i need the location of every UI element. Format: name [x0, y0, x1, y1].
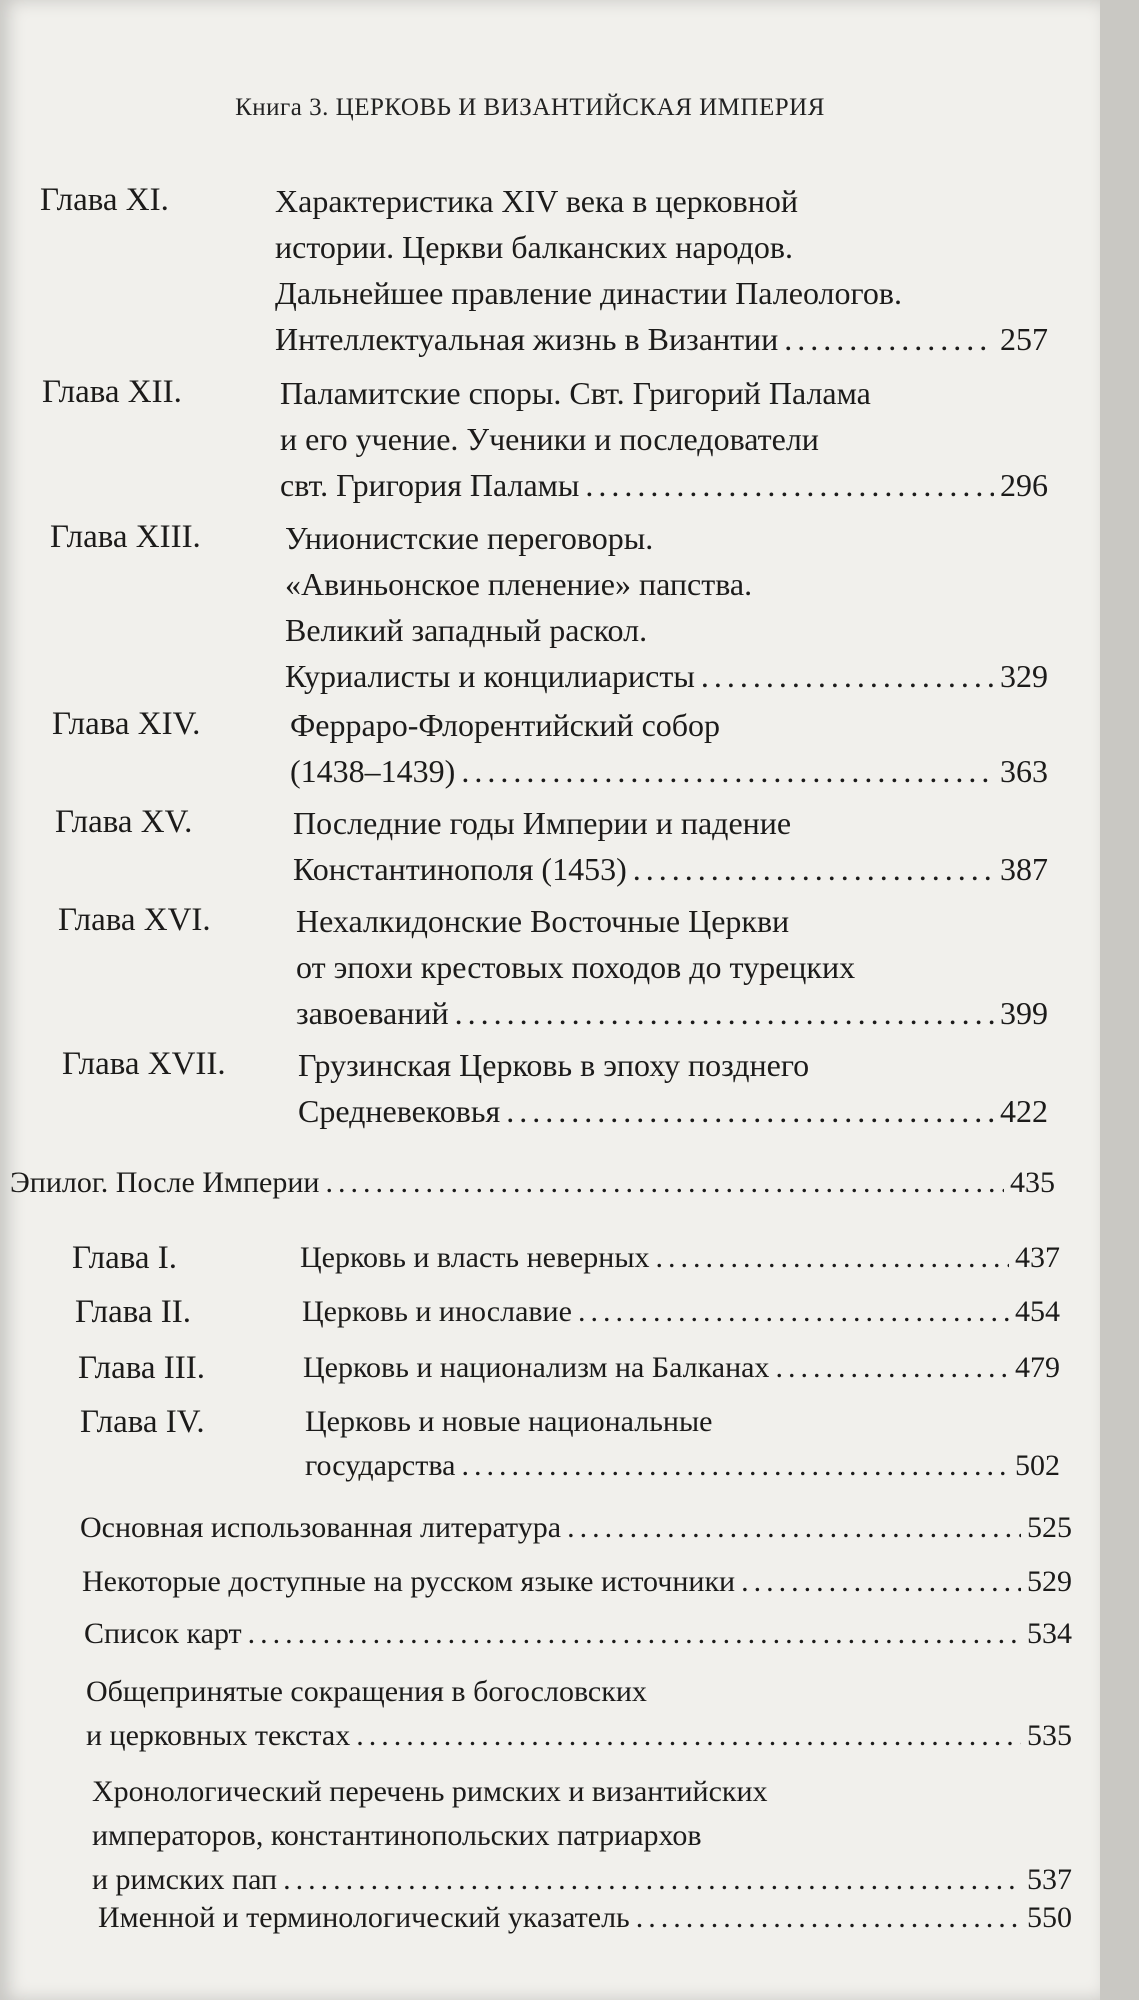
title-line: Нехалкидонские Восточные Церкви: [296, 903, 790, 939]
page-number: 550: [1027, 1901, 1072, 1934]
title-line: от эпохи крестовых походов до турецких: [296, 949, 856, 985]
title-line: Некоторые доступные на русском языке источники: [82, 1565, 736, 1598]
page-number: 525: [1027, 1511, 1072, 1544]
dot-leader: [655, 1236, 1009, 1280]
page-number: 422: [1000, 1093, 1048, 1129]
entry-title: [296, 898, 1048, 1036]
chapter-label: Глава XI.: [40, 182, 169, 218]
title-line: завоеваний: [296, 995, 449, 1031]
dot-leader: [784, 316, 994, 362]
title-last-line: [298, 1088, 1048, 1134]
entry-title: [86, 1670, 1072, 1758]
title-line: и церковных текстах: [86, 1719, 351, 1752]
chapter-label: Глава XIV.: [52, 706, 201, 742]
title-last-line: [303, 1346, 1060, 1390]
chapter-label: Глава I.: [72, 1240, 177, 1276]
page-number: 399: [1000, 995, 1048, 1031]
title-last-line: [84, 1612, 1072, 1656]
page-number: 363: [1000, 753, 1048, 789]
page-number: 257: [1000, 321, 1048, 357]
chapter-label: Глава III.: [78, 1350, 205, 1386]
title-last-line: [86, 1714, 1072, 1758]
entry-title: [290, 702, 1048, 794]
title-last-line: [80, 1506, 1072, 1550]
chapter-label: Глава XVII.: [62, 1046, 226, 1082]
title-line: Последние годы Империи и падение: [293, 805, 792, 841]
dot-leader: [356, 1714, 1021, 1758]
title-line: Церковь и национализм на Балканах: [303, 1351, 770, 1384]
title-line: Средневековья: [298, 1093, 501, 1129]
dot-leader: [633, 846, 994, 892]
title-last-line: [300, 1236, 1060, 1280]
title-last-line: [82, 1560, 1072, 1604]
title-line: Церковь и новые национальные: [305, 1405, 713, 1438]
page-number: 534: [1027, 1617, 1072, 1650]
entry-title: [280, 370, 1048, 508]
title-last-line: [98, 1896, 1072, 1940]
dot-leader: [461, 1444, 1009, 1488]
dot-leader: [585, 462, 994, 508]
entry-title: [285, 515, 1048, 699]
page-number: 535: [1027, 1719, 1072, 1752]
dot-leader: [567, 1506, 1021, 1550]
page-number: 479: [1015, 1351, 1060, 1384]
title-line: и его учение. Ученики и последователи: [280, 421, 819, 457]
title-line: Дальнейшее правление династии Палеологов.: [275, 275, 902, 311]
dot-leader: [506, 1088, 994, 1134]
title-last-line: [305, 1444, 1060, 1488]
page-number: 435: [1010, 1166, 1055, 1199]
page-number: 329: [1000, 658, 1048, 694]
entry-title: [298, 1042, 1048, 1134]
entry-title: [82, 1560, 1072, 1604]
entry-title: [305, 1400, 1060, 1488]
chapter-label: Глава XV.: [55, 804, 193, 840]
dot-leader: [636, 1896, 1021, 1940]
page-number: 387: [1000, 851, 1048, 887]
title-last-line: [280, 462, 1048, 508]
title-line: государства: [305, 1449, 456, 1482]
chapter-label: Глава XIII.: [50, 519, 201, 555]
entry-title: [84, 1612, 1072, 1656]
entry-title: [92, 1770, 1072, 1902]
dot-leader: [775, 1346, 1009, 1390]
title-line: Грузинская Церковь в эпоху позднего: [298, 1047, 810, 1083]
page-number: 454: [1015, 1295, 1060, 1328]
entry-title: [98, 1896, 1072, 1940]
title-line: (1438–1439): [290, 753, 456, 789]
title-line: Паламитские споры. Свт. Григорий Палама: [280, 375, 871, 411]
title-line: императоров, константинопольских патриархов: [92, 1819, 702, 1852]
title-line: Константинополя (1453): [293, 851, 627, 887]
entry-title: [300, 1236, 1060, 1280]
title-line: Церковь и инославие: [302, 1295, 572, 1328]
dot-leader: [741, 1560, 1021, 1604]
title-line: Именной и терминологический указатель: [98, 1901, 630, 1934]
entry-title: [275, 178, 1048, 362]
epilogue-title: Эпилог. После Империи: [10, 1166, 320, 1199]
dot-leader: [578, 1290, 1009, 1334]
title-line: Великий западный раскол.: [285, 612, 648, 648]
page-number: 537: [1027, 1863, 1072, 1896]
title-last-line: [293, 846, 1048, 892]
title-line: Хронологический перечень римских и византийских: [92, 1775, 768, 1808]
title-line: свт. Григория Паламы: [280, 467, 580, 503]
dot-leader: [701, 653, 994, 699]
title-last-line: [302, 1290, 1060, 1334]
title-line: Ферраро-Флорентийский собор: [290, 707, 721, 743]
page-edge: [1100, 0, 1139, 2000]
title-line: Церковь и власть неверных: [300, 1241, 650, 1274]
entry-title: [293, 800, 1048, 892]
running-head: Книга 3. ЦЕРКОВЬ И ВИЗАНТИЙСКАЯ ИМПЕРИЯ: [235, 94, 825, 121]
title-line: Основная использованная литература: [80, 1511, 562, 1544]
page-number: 437: [1015, 1241, 1060, 1274]
epilogue-title-line: [10, 1162, 1055, 1204]
dot-leader: [248, 1612, 1021, 1656]
title-last-line: [285, 653, 1048, 699]
dot-leader: [325, 1162, 1004, 1204]
entry-title: [303, 1346, 1060, 1390]
title-last-line: [290, 748, 1048, 794]
page-number: 296: [1000, 467, 1048, 503]
title-line: Список карт: [84, 1617, 242, 1650]
title-line: Характеристика XIV века в церковной: [275, 183, 798, 219]
title-line: и римских пап: [92, 1863, 278, 1896]
title-line: истории. Церкви балканских народов.: [275, 229, 794, 265]
title-line: Общепринятые сокращения в богословских: [86, 1675, 647, 1708]
title-last-line: [296, 990, 1048, 1036]
page-number: 502: [1015, 1449, 1060, 1482]
dot-leader: [461, 748, 994, 794]
title-line: Унионистские переговоры.: [285, 520, 654, 556]
title-line: «Авиньонское пленение» папства.: [285, 566, 753, 602]
title-last-line: [275, 316, 1048, 362]
title-line: Куриалисты и концилиаристы: [285, 658, 695, 694]
chapter-label: Глава XVI.: [58, 902, 211, 938]
title-line: Интеллектуальная жизнь в Византии: [275, 321, 779, 357]
dot-leader: [455, 990, 994, 1036]
chapter-label: Глава II.: [75, 1294, 191, 1330]
chapter-label: Глава XII.: [42, 374, 182, 410]
chapter-label: Глава IV.: [80, 1404, 205, 1440]
entry-title: [302, 1290, 1060, 1334]
page-number: 529: [1027, 1565, 1072, 1598]
entry-title: [80, 1506, 1072, 1550]
